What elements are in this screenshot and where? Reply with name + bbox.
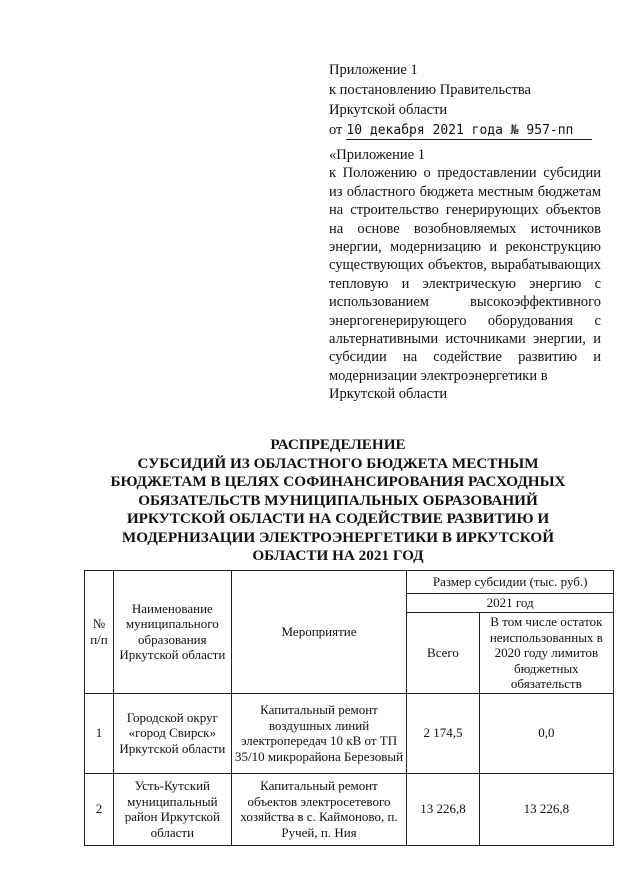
appendix-1-line1: Приложение 1 (329, 62, 418, 78)
title-line-2: СУБСИДИЙ ИЗ ОБЛАСТНОГО БЮДЖЕТА МЕСТНЫМ (137, 454, 539, 472)
title-line-4: ОБЯЗАТЕЛЬСТВ МУНИЦИПАЛЬНЫХ ОБРАЗОВАНИЙ (138, 491, 538, 509)
title-line-1: РАСПРЕДЕЛЕНИЕ (270, 436, 406, 453)
resolution-date-number: 10 декабря 2021 года № 957-пп (346, 123, 592, 140)
appendix-1-date-row (329, 120, 592, 140)
table-header-row (85, 571, 614, 594)
date-prefix: от (329, 122, 343, 138)
cell-including: 0,0 (479, 693, 613, 773)
table-row (85, 773, 614, 845)
cell-including: 13 226,8 (479, 773, 613, 845)
header-num: № п/п (85, 571, 114, 694)
cell-event: Капитальный ремонт воздушных линий электропередач 10 кВ от ТП 35/10 микрорайона Березовый (231, 693, 407, 773)
appendix-2-last-line: Иркутской области (329, 386, 448, 403)
header-subsidy-size: Размер субсидии (тыс. руб.) (407, 571, 614, 594)
appendix-1-line2: к постановлению Правительства (329, 82, 531, 98)
cell-municipality: Усть-Кутский муниципальный район Иркутской области (113, 773, 231, 845)
header-including-remainder: В том числе остаток неиспользованных в 2020 году лимитов бюджетных обязательств (479, 613, 613, 694)
table-row (85, 693, 614, 773)
cell-event: Капитальный ремонт объектов электросетевого хозяйства в с. Каймоново, п. Ручей, п. Ния (231, 773, 407, 845)
title-line-5: ИРКУТСКОЙ ОБЛАСТИ НА СОДЕЙСТВИЕ РАЗВИТИЮ И (126, 510, 550, 527)
appendix-1-block (329, 60, 592, 140)
document-title (108, 436, 568, 566)
title-line-6: МОДЕРНИЗАЦИИ ЭЛЕКТРОЭНЕРГЕТИКИ В ИРКУТСКОЙ (121, 528, 555, 546)
header-year: 2021 год (407, 594, 614, 613)
header-event: Мероприятие (231, 571, 407, 694)
appendix-2-body: к Положению о предоставлении субсидии из областного бюджета местным бюджетам на строительство генерирующих объектов на основе возобновляемых источников энергии, модернизацию и реконструкцию существующих объектов, вырабатывающих тепловую и электрическую энергию с использованием высокоэффективного энергогенерирующего оборудования с альтернативными источниками энергии, и субсидии на содействие развитию и модернизации электроэнергетики в (329, 165, 601, 384)
header-total: Всего (407, 613, 479, 694)
cell-num: 2 (85, 773, 114, 845)
cell-total: 13 226,8 (407, 773, 479, 845)
title-line-7: ОБЛАСТИ НА 2021 ГОД (252, 547, 424, 564)
cell-total: 2 174,5 (407, 693, 479, 773)
cell-num: 1 (85, 693, 114, 773)
subsidy-distribution-table (84, 570, 614, 846)
appendix-1-line3: Иркутской области (329, 102, 448, 118)
cell-municipality: Городской округ «город Свирск» Иркутской области (113, 693, 231, 773)
appendix-2-heading: «Приложение 1 (329, 147, 425, 163)
header-municipality: Наименование муниципального образования Иркутской области (113, 571, 231, 694)
appendix-2-block (329, 146, 601, 404)
title-line-3: БЮДЖЕТАМ В ЦЕЛЯХ СОФИНАНСИРОВАНИЯ РАСХОДНЫХ (110, 473, 566, 490)
